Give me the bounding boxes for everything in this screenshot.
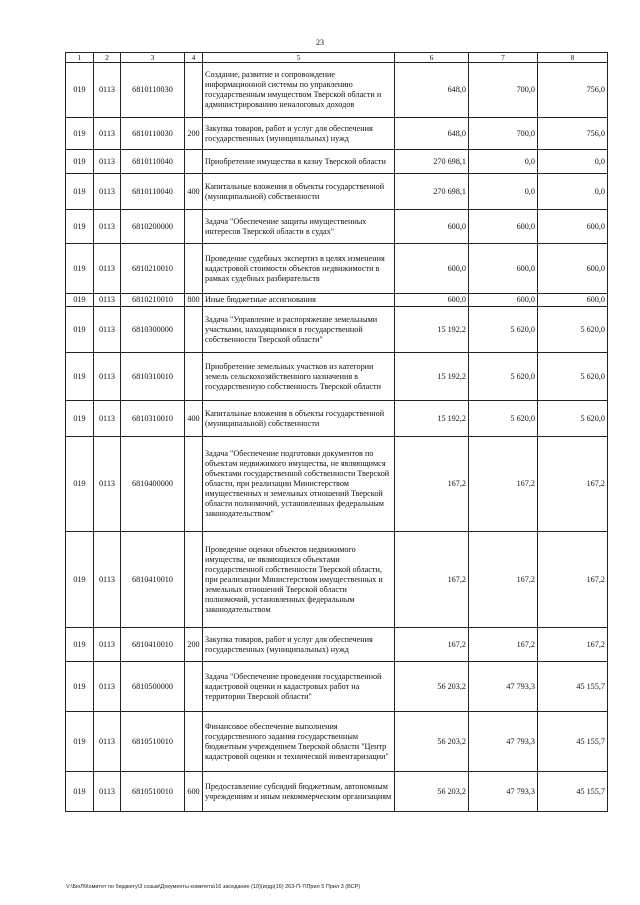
cell-expense-type xyxy=(185,532,203,628)
cell-amount-col6: 167,2 xyxy=(395,437,469,532)
cell-admin-code: 019 xyxy=(66,662,94,712)
cell-description: Капитальные вложения в объекты государственной (муниципальной) собственности xyxy=(203,401,395,437)
cell-section: 0113 xyxy=(94,353,121,401)
cell-admin-code: 019 xyxy=(66,244,94,294)
cell-expense-type: 200 xyxy=(185,628,203,662)
cell-amount-col6: 56 203,2 xyxy=(395,712,469,772)
cell-amount-col8: 600,0 xyxy=(538,294,608,307)
cell-description: Проведение оценки объектов недвижимого имущества, не являющихся объектами государственной собственности Тверской области, при реализации Министерством имущественных и земельных отношений Тверской области полномочий, установленных федеральным законодательством xyxy=(203,532,395,628)
cell-section: 0113 xyxy=(94,244,121,294)
cell-amount-col8: 45 155,7 xyxy=(538,712,608,772)
cell-target-article: 6810510010 xyxy=(121,712,185,772)
cell-amount-col8: 167,2 xyxy=(538,628,608,662)
col-header: 7 xyxy=(469,53,538,63)
cell-description: Задача "Обеспечение проведения государственной кадастровой оценки и кадастровых работ на территории Тверской области" xyxy=(203,662,395,712)
cell-amount-col6: 56 203,2 xyxy=(395,662,469,712)
cell-description: Капитальные вложения в объекты государственной (муниципальной) собственности xyxy=(203,174,395,210)
cell-amount-col6: 167,2 xyxy=(395,532,469,628)
cell-amount-col7: 47 793,3 xyxy=(469,662,538,712)
cell-amount-col7: 5 620,0 xyxy=(469,353,538,401)
cell-amount-col7: 700,0 xyxy=(469,63,538,118)
cell-section: 0113 xyxy=(94,294,121,307)
cell-amount-col7: 600,0 xyxy=(469,294,538,307)
cell-amount-col7: 600,0 xyxy=(469,244,538,294)
header-row xyxy=(66,53,608,63)
cell-admin-code: 019 xyxy=(66,210,94,244)
cell-amount-col6: 600,0 xyxy=(395,294,469,307)
cell-admin-code: 019 xyxy=(66,628,94,662)
col-header: 8 xyxy=(538,53,608,63)
cell-section: 0113 xyxy=(94,118,121,150)
cell-admin-code: 019 xyxy=(66,174,94,210)
table-row xyxy=(66,150,608,174)
cell-section: 0113 xyxy=(94,307,121,353)
cell-expense-type xyxy=(185,662,203,712)
cell-amount-col6: 648,0 xyxy=(395,118,469,150)
cell-admin-code: 019 xyxy=(66,150,94,174)
table-row xyxy=(66,772,608,812)
table-row xyxy=(66,401,608,437)
cell-section: 0113 xyxy=(94,150,121,174)
cell-target-article: 6810510010 xyxy=(121,772,185,812)
cell-section: 0113 xyxy=(94,628,121,662)
cell-section: 0113 xyxy=(94,210,121,244)
cell-description: Задача "Обеспечение подготовки документов по объектам недвижимого имущества, не являющимся объектами государственной собственности Тверской области, при реализации Министерством имущественных и земельных отношений Тверской области полномочий, установленных федеральным законодательством" xyxy=(203,437,395,532)
cell-section: 0113 xyxy=(94,401,121,437)
cell-amount-col6: 15 192,2 xyxy=(395,307,469,353)
cell-description: Приобретение земельных участков из категории земель сельскохозяйственного назначения в государственную собственность Тверской области xyxy=(203,353,395,401)
cell-expense-type xyxy=(185,307,203,353)
cell-section: 0113 xyxy=(94,662,121,712)
cell-amount-col7: 700,0 xyxy=(469,118,538,150)
cell-amount-col6: 167,2 xyxy=(395,628,469,662)
cell-amount-col7: 5 620,0 xyxy=(469,401,538,437)
cell-section: 0113 xyxy=(94,772,121,812)
cell-section: 0113 xyxy=(94,63,121,118)
cell-amount-col7: 47 793,3 xyxy=(469,712,538,772)
cell-admin-code: 019 xyxy=(66,307,94,353)
table-row xyxy=(66,307,608,353)
cell-amount-col7: 167,2 xyxy=(469,532,538,628)
cell-section: 0113 xyxy=(94,532,121,628)
cell-amount-col6: 56 203,2 xyxy=(395,772,469,812)
table-row xyxy=(66,244,608,294)
cell-expense-type xyxy=(185,437,203,532)
cell-amount-col8: 756,0 xyxy=(538,118,608,150)
cell-expense-type xyxy=(185,63,203,118)
cell-amount-col8: 5 620,0 xyxy=(538,353,608,401)
cell-amount-col6: 648,0 xyxy=(395,63,469,118)
cell-target-article: 6810110040 xyxy=(121,174,185,210)
cell-amount-col7: 167,2 xyxy=(469,437,538,532)
cell-amount-col8: 167,2 xyxy=(538,437,608,532)
cell-expense-type: 200 xyxy=(185,118,203,150)
cell-amount-col8: 5 620,0 xyxy=(538,307,608,353)
table-row xyxy=(66,662,608,712)
cell-amount-col6: 15 192,2 xyxy=(395,401,469,437)
cell-amount-col6: 600,0 xyxy=(395,210,469,244)
cell-target-article: 6810110030 xyxy=(121,63,185,118)
cell-admin-code: 019 xyxy=(66,712,94,772)
cell-description: Закупка товаров, работ и услуг для обеспечения государственных (муниципальных) нужд xyxy=(203,628,395,662)
budget-table xyxy=(65,52,608,812)
cell-admin-code: 019 xyxy=(66,401,94,437)
cell-admin-code: 019 xyxy=(66,294,94,307)
cell-amount-col8: 600,0 xyxy=(538,210,608,244)
cell-target-article: 6810110040 xyxy=(121,150,185,174)
cell-amount-col6: 270 698,1 xyxy=(395,150,469,174)
cell-target-article: 6810210010 xyxy=(121,294,185,307)
cell-admin-code: 019 xyxy=(66,118,94,150)
cell-expense-type xyxy=(185,712,203,772)
table-row xyxy=(66,210,608,244)
cell-description: Задача "Управление и распоряжение земельными участками, находящимися в государственной собственности Тверской области" xyxy=(203,307,395,353)
cell-amount-col6: 15 192,2 xyxy=(395,353,469,401)
cell-admin-code: 019 xyxy=(66,532,94,628)
cell-target-article: 6810110030 xyxy=(121,118,185,150)
table-row xyxy=(66,437,608,532)
cell-description: Финансовое обеспечение выполнения государственного задания государственным бюджетным учреждением Тверской области "Центр кадастровой оценки и технической инвентаризации" xyxy=(203,712,395,772)
cell-admin-code: 019 xyxy=(66,63,94,118)
cell-expense-type xyxy=(185,244,203,294)
cell-amount-col6: 270 698,1 xyxy=(395,174,469,210)
cell-target-article: 6810310010 xyxy=(121,401,185,437)
cell-amount-col8: 167,2 xyxy=(538,532,608,628)
file-path-footer: V:\БюЛ\Комитет по бюджету\3 созыв\Документы комитета\16 заседание (10)(игдр(16) 263-П-7\Прил 5 Прил 3 (ВСР) xyxy=(66,884,361,890)
cell-target-article: 6810300000 xyxy=(121,307,185,353)
table-row xyxy=(66,63,608,118)
cell-section: 0113 xyxy=(94,437,121,532)
cell-expense-type xyxy=(185,150,203,174)
table-row xyxy=(66,628,608,662)
cell-expense-type: 600 xyxy=(185,772,203,812)
col-header: 4 xyxy=(185,53,203,63)
cell-description: Предоставление субсидий бюджетным, автономным учреждениям и иным некоммерческим организациям xyxy=(203,772,395,812)
cell-expense-type xyxy=(185,353,203,401)
cell-description: Приобретение имущества в казну Тверской области xyxy=(203,150,395,174)
cell-description: Закупка товаров, работ и услуг для обеспечения государственных (муниципальных) нужд xyxy=(203,118,395,150)
cell-amount-col8: 45 155,7 xyxy=(538,662,608,712)
cell-description: Задача "Обеспечение защиты имущественных интересов Тверской области в судах" xyxy=(203,210,395,244)
cell-admin-code: 019 xyxy=(66,772,94,812)
table-row xyxy=(66,353,608,401)
table-row xyxy=(66,712,608,772)
table-row xyxy=(66,294,608,307)
col-header: 1 xyxy=(66,53,94,63)
cell-amount-col7: 0,0 xyxy=(469,174,538,210)
table-row xyxy=(66,118,608,150)
cell-description: Иные бюджетные ассигнования xyxy=(203,294,395,307)
table-row xyxy=(66,532,608,628)
cell-expense-type: 400 xyxy=(185,174,203,210)
cell-description: Проведение судебных экспертиз в целях изменения кадастровой стоимости объектов недвижимости в рамках судебных разбирательств xyxy=(203,244,395,294)
cell-amount-col7: 0,0 xyxy=(469,150,538,174)
cell-amount-col7: 167,2 xyxy=(469,628,538,662)
cell-target-article: 6810200000 xyxy=(121,210,185,244)
cell-amount-col6: 600,0 xyxy=(395,244,469,294)
cell-amount-col8: 5 620,0 xyxy=(538,401,608,437)
cell-expense-type xyxy=(185,210,203,244)
col-header: 5 xyxy=(203,53,395,63)
page-number: 23 xyxy=(316,38,324,47)
cell-target-article: 6810410010 xyxy=(121,532,185,628)
table-row xyxy=(66,174,608,210)
cell-description: Создание, развитие и сопровождение информационной системы по управлению государственным имуществом Тверской области и администрированию неналоговых доходов xyxy=(203,63,395,118)
cell-target-article: 6810210010 xyxy=(121,244,185,294)
cell-amount-col8: 0,0 xyxy=(538,174,608,210)
cell-admin-code: 019 xyxy=(66,437,94,532)
cell-amount-col8: 600,0 xyxy=(538,244,608,294)
cell-amount-col8: 45 155,7 xyxy=(538,772,608,812)
col-header: 2 xyxy=(94,53,121,63)
cell-expense-type: 400 xyxy=(185,401,203,437)
cell-target-article: 6810500000 xyxy=(121,662,185,712)
cell-amount-col8: 756,0 xyxy=(538,63,608,118)
cell-admin-code: 019 xyxy=(66,353,94,401)
col-header: 6 xyxy=(395,53,469,63)
cell-amount-col8: 0,0 xyxy=(538,150,608,174)
cell-target-article: 6810310010 xyxy=(121,353,185,401)
cell-target-article: 6810400000 xyxy=(121,437,185,532)
cell-amount-col7: 47 793,3 xyxy=(469,772,538,812)
cell-expense-type: 800 xyxy=(185,294,203,307)
cell-section: 0113 xyxy=(94,712,121,772)
col-header: 3 xyxy=(121,53,185,63)
cell-amount-col7: 5 620,0 xyxy=(469,307,538,353)
cell-target-article: 6810410010 xyxy=(121,628,185,662)
cell-amount-col7: 600,0 xyxy=(469,210,538,244)
cell-section: 0113 xyxy=(94,174,121,210)
